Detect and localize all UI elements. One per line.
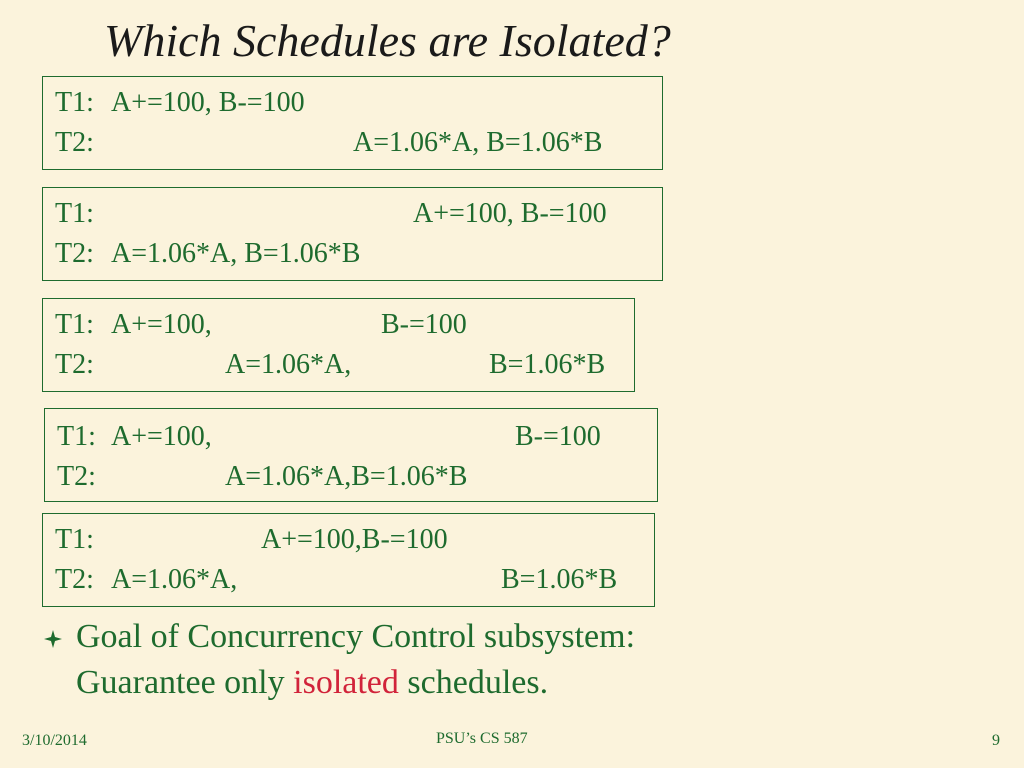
t1-ops: A+=100, B-=100 — [413, 198, 607, 229]
goal-line-1: Goal of Concurrency Control subsystem: — [76, 618, 636, 655]
t1-op-b: B-=100 — [381, 309, 467, 340]
schedule-box-5 — [42, 513, 655, 607]
t1-row — [45, 419, 657, 455]
footer-page-number: 9 — [992, 732, 1000, 749]
goal-text — [76, 614, 636, 701]
goal-line-2-prefix: Guarantee only — [76, 664, 294, 701]
t1-row — [43, 196, 662, 232]
t2-row — [43, 236, 662, 272]
t2-ops: A=1.06*A,B=1.06*B — [225, 461, 468, 492]
goal-line-2-suffix: schedules. — [398, 664, 549, 701]
t2-row — [43, 347, 634, 383]
t2-row — [43, 125, 662, 161]
t1-row — [43, 307, 634, 343]
t1-label: T1: — [55, 87, 94, 118]
t1-row — [43, 522, 654, 558]
t1-op-a: A+=100, — [111, 309, 212, 340]
t2-row — [45, 459, 657, 495]
t2-label: T2: — [55, 238, 94, 269]
t2-label: T2: — [55, 564, 94, 595]
t1-ops: A+=100,B-=100 — [261, 524, 448, 555]
schedule-box-2 — [42, 187, 663, 281]
goal-line-2 — [76, 660, 548, 706]
slide-title: Which Schedules are Isolated? — [104, 15, 671, 66]
t2-op-a: A=1.06*A, — [225, 349, 352, 380]
t2-label: T2: — [57, 461, 96, 492]
t2-ops: A=1.06*A, B=1.06*B — [111, 238, 361, 269]
t2-op-b: B=1.06*B — [501, 564, 618, 595]
schedule-box-1 — [42, 76, 663, 170]
schedule-box-3 — [42, 298, 635, 392]
isolated-highlight: isolated — [293, 664, 399, 701]
t2-op-a: A=1.06*A, — [111, 564, 238, 595]
t1-ops: A+=100, B-=100 — [111, 87, 305, 118]
t1-label: T1: — [55, 198, 94, 229]
t1-op-a: A+=100, — [111, 421, 212, 452]
t2-row — [43, 562, 654, 598]
t1-label: T1: — [55, 524, 94, 555]
t1-row — [43, 85, 662, 121]
t1-label: T1: — [57, 421, 96, 452]
t2-label: T2: — [55, 127, 94, 158]
t2-ops: A=1.06*A, B=1.06*B — [353, 127, 603, 158]
t2-op-b: B=1.06*B — [489, 349, 606, 380]
t1-op-b: B-=100 — [515, 421, 601, 452]
t2-label: T2: — [55, 349, 94, 380]
footer-date: 3/10/2014 — [22, 732, 87, 749]
schedule-box-4 — [44, 408, 658, 502]
t1-label: T1: — [55, 309, 94, 340]
footer-course: PSU’s CS 587 — [436, 730, 528, 747]
